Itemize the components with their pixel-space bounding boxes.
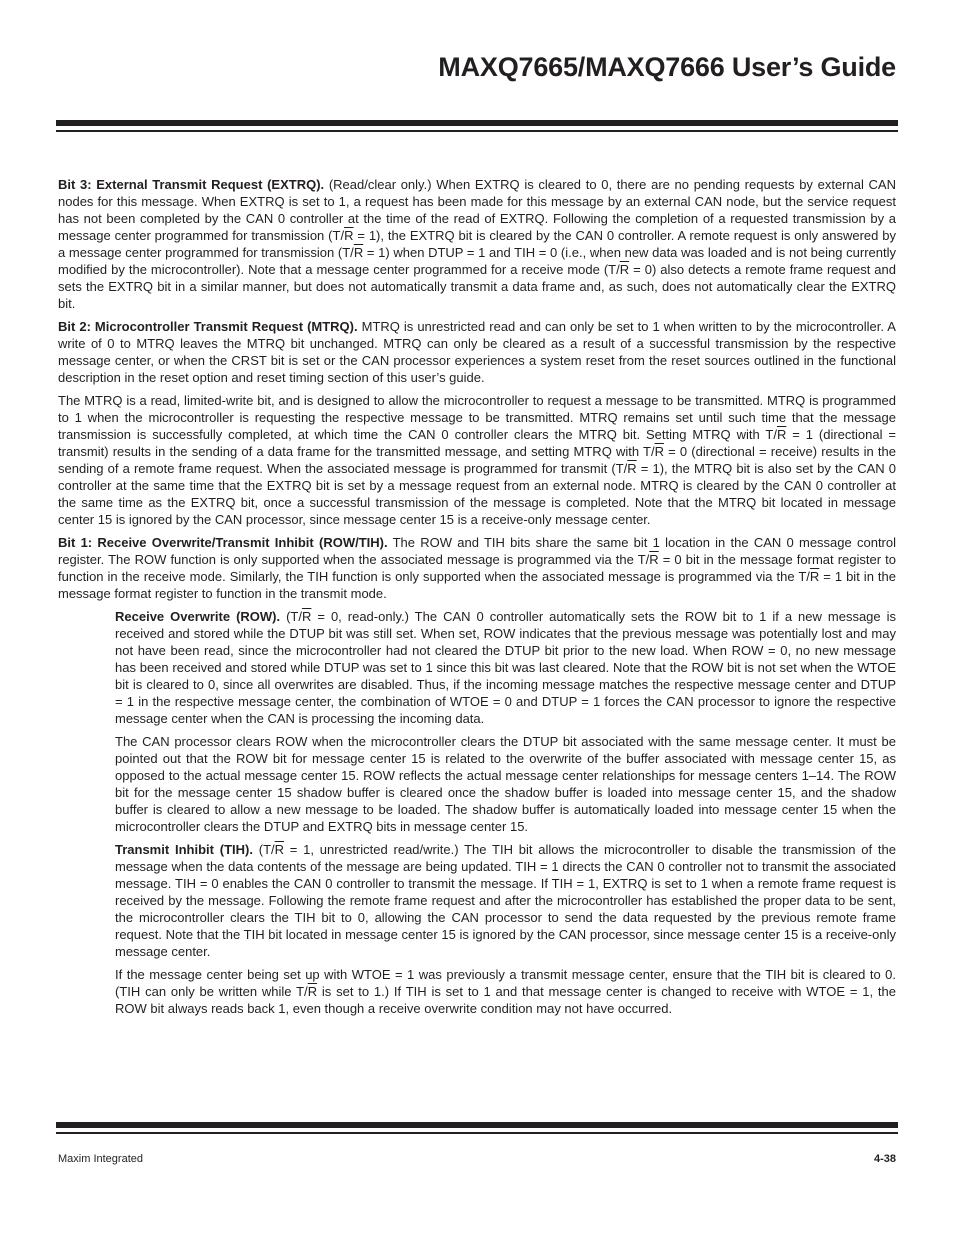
paragraph-text: = 0 bit in the message format register to function in the receive mode. Similarly, the TIH function is only supported when the associated message is programmed via the T/ xyxy=(58,552,896,584)
overline-r: $\overline{R}$ xyxy=(307,984,318,999)
page-title: MAXQ7665/MAXQ7666 User’s Guide xyxy=(438,52,896,82)
footer-company: Maxim Integrated xyxy=(58,1153,143,1165)
paragraph-tih xyxy=(115,841,896,960)
paragraph-lead: Receive Overwrite (ROW). xyxy=(115,609,281,624)
overline-r: $\overline{R}$ xyxy=(654,444,664,459)
overline-r: $\overline{R}$ xyxy=(353,245,364,260)
overline-r: $\overline{R}$ xyxy=(809,569,820,584)
paragraph-text: = 0) also detects a remote frame request and sets the EXTRQ bit in a similar manner, but does not automatically transmit a data frame and, as such, does not automatically clear the EXTRQ bit. xyxy=(58,262,896,311)
overline-r: $\overline{R}$ xyxy=(274,842,285,857)
overline-r: $\overline{R}$ xyxy=(649,552,659,567)
paragraph-text: = 0 (directional = receive) results in the sending of a remote frame request. When the associated message is programmed for transmit (T/ xyxy=(58,444,896,476)
paragraph-wtoe xyxy=(115,966,896,1017)
paragraph-text: = 1 bit in the message format register to function in the transmit mode. xyxy=(58,569,896,601)
overline-r: $\overline{R}$ xyxy=(619,262,630,277)
header-rule-thick xyxy=(56,120,898,126)
overline-r: $\overline{R}$ xyxy=(627,461,637,476)
header-rule-thin xyxy=(56,130,898,132)
paragraph-row xyxy=(115,608,896,727)
paragraph-text: The ROW and TIH bits share the same bit 1 location in the CAN 0 message control register. The ROW function is only supported when the associated message is programmed via the T/ xyxy=(58,535,897,567)
paragraph-row-clear xyxy=(115,733,896,835)
overline-r: $\overline{R}$ xyxy=(344,228,354,243)
paragraph-lead: Bit 2: Microcontroller Transmit Request (MTRQ). xyxy=(58,319,358,334)
footer-rule-thin xyxy=(56,1132,898,1134)
overline-r: $\overline{R}$ xyxy=(776,427,787,442)
footer-rule-thick xyxy=(56,1122,898,1128)
paragraph-mtrq xyxy=(58,318,896,386)
overline-r: $\overline{R}$ xyxy=(302,609,312,624)
paragraph-lead: Transmit Inhibit (TIH). xyxy=(115,842,253,857)
paragraph-text: = 1) when DTUP = 1 and TIH = 0 (i.e., when new data was loaded and is not being currently modified by the microcontroller). Note that a message center programmed for a receive mode (T/ xyxy=(58,245,897,277)
footer-page-number: 4-38 xyxy=(873,1153,896,1165)
paragraph-text: If the message center being set up with WTOE = 1 was previously a transmit message center, ensure that the TIH bit is cleared to 0. (TIH can only be written while T/ xyxy=(115,967,896,999)
paragraph-lead: Bit 3: External Transmit Request (EXTRQ). xyxy=(58,177,325,192)
paragraph-lead: Bit 1: Receive Overwrite/Transmit Inhibit (ROW/TIH). xyxy=(58,535,388,550)
paragraph-text: The MTRQ is a read, limited-write bit, and is designed to allow the microcontroller to request a message to be transmitted. MTRQ is programmed to 1 when the microcontroller is requesting the respective message to be transmitted. MTRQ remains set until such time that the message transmission is successfully completed, at which time the CAN 0 controller clears the MTRQ bit. Setting MTRQ with T/ xyxy=(58,393,896,442)
paragraph-text: = 1), the MTRQ bit is also set by the CAN 0 controller at the same time that the EXTRQ bit is set by a message request from an external node. MTRQ is cleared by the CAN 0 controller at the same time as the EXTRQ bit, once a successful transmission of the message is completed. Note that the MTRQ bit located in message center 15 is ignored by the CAN processor, since message center 15 is a receive-only message center. xyxy=(58,461,896,527)
paragraph-text: (T/ xyxy=(252,842,275,857)
paragraph-text: = 1 (directional = transmit) results in the sending of a data frame for the transmitted message, and setting MTRQ with T/ xyxy=(58,427,896,459)
paragraph-row-tih xyxy=(58,534,896,602)
document-body xyxy=(58,176,896,1023)
paragraph-text: MTRQ is unrestricted read and can only be set to 1 when written to by the microcontroller. A write of 0 to MTRQ leaves the MTRQ bit unchanged. MTRQ can only be cleared as a result of a successful transmission by the respective message center, or when the CRST bit is set or the CAN processor experiences a system reset from the reset sources outlined in the functional description in the reset option and reset timing section of this user’s guide. xyxy=(58,319,896,385)
paragraph-mtrq-detail xyxy=(58,392,896,528)
paragraph-text: The CAN processor clears ROW when the microcontroller clears the DTUP bit associated with the same message center. It must be pointed out that the ROW bit for message center 15 is related to the overwrite of the buffer associated with message center 15, as opposed to the actual message center 15. ROW reflects the actual message center relationships for message centers 1–14. The ROW bit for the message center 15 shadow buffer is cleared once the shadow buffer is loaded into message center 15, and the shadow buffer is cleared to allow a new message to be loaded. The shadow buffer is automatically loaded into message center 15 when the microcontroller clears the DTUP and EXTRQ bits in message center 15. xyxy=(115,734,896,834)
paragraph-extrq xyxy=(58,176,896,312)
paragraph-text: = 1, unrestricted read/write.) The TIH bit allows the microcontroller to disable the transmission of the message when the data contents of the message are being updated. TIH = 1 directs the CAN 0 controller not to transmit the associated message. TIH = 0 enables the CAN 0 controller to transmit the message. If TIH = 1, EXTRQ is set to 1 when a remote frame request is received by the message. Following the remote frame request and after the microcontroller has established the proper data to be sent, the microcontroller clears the TIH bit to 0, allowing the CAN processor to send the data requested by the previous remote frame request. Note that the TIH bit located in message center 15 is ignored by the CAN processor, since message center 15 is a receive-only message center. xyxy=(115,842,896,959)
paragraph-text: (Read/clear only.) When EXTRQ is cleared to 0, there are no pending requests by external CAN nodes for this message. When EXTRQ is set to 1, a request has been made for this message by an external CAN node, but the service request has not been completed by the CAN 0 controller at the time of the read of EXTRQ. Following the completion of a requested transmission by a message center programmed for transmission (T/ xyxy=(58,177,896,243)
paragraph-text: (T/ xyxy=(280,609,302,624)
paragraph-text: = 1), the EXTRQ bit is cleared by the CAN 0 controller. A remote request is only answered by a message center programmed for transmission (T/ xyxy=(58,228,896,260)
paragraph-text: is set to 1.) If TIH is set to 1 and that message center is changed to receive with WTOE = 1, the ROW bit always reads back 1, even though a receive overwrite condition may not have occurred. xyxy=(115,984,896,1016)
paragraph-text: = 0, read-only.) The CAN 0 controller automatically sets the ROW bit to 1 if a new message is received and stored while the DTUP bit was still set. When set, ROW indicates that the previous message was potentially lost and may not have been read, since the microcontroller had not cleared the DTUP bit prior to the new load. When ROW = 0, no new message has been received and stored while DTUP was set to 1 since this bit was last cleared. Note that the ROW bit is not set when the WTOE bit is cleared to 0, since all overwrites are disabled. Thus, if the incoming message matches the respective message center and DTUP = 1 in the respective message center, the combination of WTOE = 0 and DTUP = 1 forces the CAN processor to ignore the respective message center when the CAN is processing the incoming data. xyxy=(115,609,897,726)
